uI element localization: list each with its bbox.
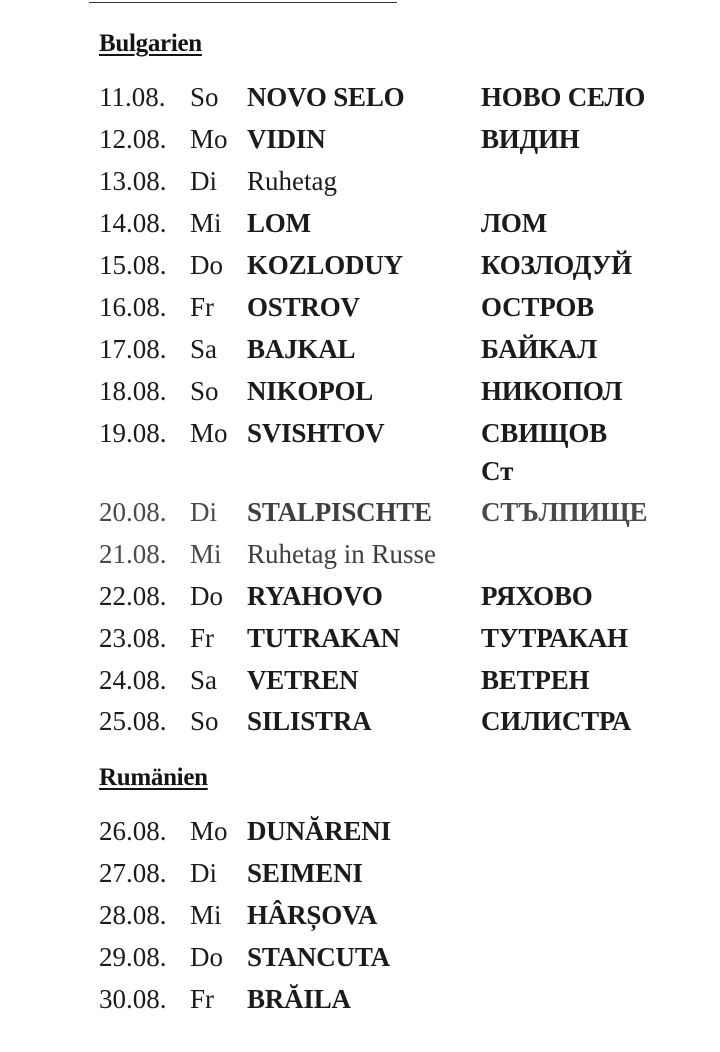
schedule-row: [0, 370, 720, 412]
weekday: Fr: [190, 623, 215, 653]
schedule-row: [0, 76, 720, 118]
date: 29.08.: [99, 942, 167, 972]
date: 15.08.: [99, 250, 167, 280]
place-name: DUNĂRENI: [247, 816, 391, 846]
date: 25.08.: [99, 706, 167, 736]
date: 21.08.: [99, 539, 167, 569]
weekday: Di: [190, 497, 217, 527]
place-name: KOZLODUY: [247, 250, 403, 280]
place-name-cyrillic: РЯХОВО: [481, 581, 593, 611]
place-name-cyrillic: ОСТРОВ: [481, 292, 594, 322]
schedule-row: [0, 810, 720, 852]
schedule-row: [0, 160, 720, 202]
top-divider: [89, 2, 397, 3]
date: 18.08.: [99, 376, 167, 406]
weekday: Mo: [190, 816, 228, 846]
place-name: LOM: [247, 208, 311, 238]
weekday: So: [190, 82, 219, 112]
schedule-row: [0, 244, 720, 286]
schedule-row: [0, 286, 720, 328]
weekday: Mi: [190, 208, 222, 238]
date: 23.08.: [99, 623, 167, 653]
weekday: Sa: [190, 665, 217, 695]
schedule-row: [0, 700, 720, 742]
place-name-cyrillic: НИКОПОЛ: [481, 376, 623, 406]
schedule-row: [0, 936, 720, 978]
date: 24.08.: [99, 665, 167, 695]
place-name: NIKOPOL: [247, 376, 374, 406]
date: 17.08.: [99, 334, 167, 364]
date: 28.08.: [99, 900, 167, 930]
place-name: STALPISCHTE: [247, 497, 432, 527]
place-name: SEIMENI: [247, 858, 363, 888]
date: 19.08.: [99, 418, 167, 448]
date: 13.08.: [99, 166, 167, 196]
weekday: Sa: [190, 334, 217, 364]
place-name: NOVO SELO: [247, 82, 405, 112]
schedule-row: [0, 328, 720, 370]
weekday: Do: [190, 581, 223, 611]
place-name: SVISHTOV: [247, 418, 385, 448]
place-name: BAJKAL: [247, 334, 356, 364]
schedule-row: [0, 852, 720, 894]
weekday: Mo: [190, 124, 228, 154]
place-name-cyrillic: СВИЩОВ: [481, 418, 607, 448]
date: 22.08.: [99, 581, 167, 611]
place-name: BRĂILA: [247, 984, 351, 1014]
place-name-cyrillic: ЛОМ: [481, 208, 548, 238]
rest-day-label: Ruhetag: [247, 166, 337, 196]
section-heading-bulgaria: Bulgarien: [99, 30, 202, 57]
place-name-cyrillic: ВИДИН: [481, 124, 580, 154]
place-name-cyrillic: ТУТРАКАН: [481, 623, 628, 653]
place-name-cyrillic: СТЪЛПИЩЕ: [481, 497, 648, 527]
date: 20.08.: [99, 497, 167, 527]
weekday: Fr: [190, 984, 215, 1014]
weekday: Di: [190, 166, 217, 196]
place-name: OSTROV: [247, 292, 360, 322]
date: 27.08.: [99, 858, 167, 888]
schedule-row: [0, 118, 720, 160]
weekday: Mi: [190, 539, 222, 569]
schedule-row: [0, 659, 720, 701]
date: 12.08.: [99, 124, 167, 154]
schedule-row: [0, 617, 720, 659]
schedule-row: [0, 533, 720, 575]
place-name-cyrillic: СИЛИСТРА: [481, 706, 632, 736]
weekday: So: [190, 706, 219, 736]
weekday: Do: [190, 942, 223, 972]
place-name: VETREN: [247, 665, 359, 695]
place-name-cyrillic: НОВО СЕЛО: [481, 82, 646, 112]
date: 26.08.: [99, 816, 167, 846]
weekday: Do: [190, 250, 223, 280]
section-heading-romania: Rumänien: [99, 764, 208, 791]
place-name: RYAHOVO: [247, 581, 383, 611]
weekday: So: [190, 376, 219, 406]
place-name: VIDIN: [247, 124, 326, 154]
date: 14.08.: [99, 208, 167, 238]
date: 11.08.: [99, 82, 166, 112]
weekday: Fr: [190, 292, 215, 322]
place-name: SILISTRA: [247, 706, 372, 736]
schedule-row: [0, 894, 720, 936]
weekday: Mo: [190, 418, 228, 448]
weekday: Mi: [190, 900, 222, 930]
date: 16.08.: [99, 292, 167, 322]
schedule-row: [0, 491, 720, 533]
place-name-cyrillic: ВЕТРЕН: [481, 665, 590, 695]
schedule-row: [0, 575, 720, 617]
rest-day-label: Ruhetag in Russe: [247, 539, 436, 569]
place-name: TUTRAKAN: [247, 623, 400, 653]
place-name: STANCUTA: [247, 942, 390, 972]
date: 30.08.: [99, 984, 167, 1014]
schedule-row: [0, 412, 720, 454]
place-name-cyrillic: КОЗЛОДУЙ: [481, 250, 632, 280]
place-name-cyrillic: БАЙКАЛ: [481, 334, 597, 364]
stray-text-line: Ст: [481, 456, 514, 486]
weekday: Di: [190, 858, 217, 888]
schedule-row: [0, 202, 720, 244]
place-name: HÂRȘOVA: [247, 900, 378, 930]
schedule-row: [0, 978, 720, 1020]
